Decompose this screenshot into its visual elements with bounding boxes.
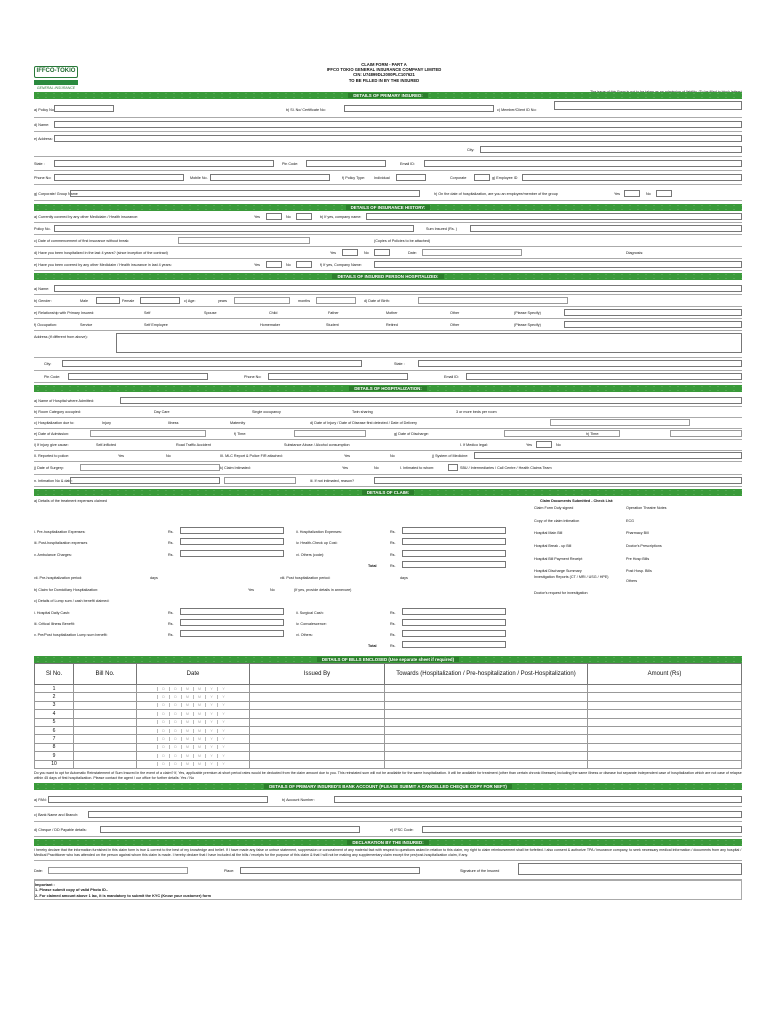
sum-insured-input[interactable] bbox=[470, 225, 742, 232]
amount-cell[interactable] bbox=[588, 710, 742, 718]
issued-by-cell[interactable] bbox=[250, 718, 385, 726]
bill-date-cell[interactable] bbox=[137, 701, 250, 709]
row-signature: Date: Place: Signature of the Insured bbox=[34, 861, 742, 880]
row-covered-4yrs: e) Have you been covered by any other Mediclaim / Health insurance in last 4 years: Yes No f) If yes, Company Name: bbox=[34, 259, 742, 271]
date-digit[interactable]: D bbox=[157, 737, 169, 741]
total-amount[interactable] bbox=[402, 561, 506, 568]
bill-no-cell[interactable] bbox=[74, 743, 137, 751]
date-digit[interactable]: D bbox=[169, 745, 181, 749]
date-digit[interactable]: M bbox=[181, 695, 193, 699]
date-digit[interactable]: D bbox=[169, 712, 181, 716]
amount-cell[interactable] bbox=[588, 735, 742, 743]
cov4-company-input[interactable] bbox=[374, 261, 742, 268]
towards-cell[interactable] bbox=[385, 743, 588, 751]
chk-item[interactable]: ECG bbox=[626, 519, 634, 523]
claim-form bbox=[34, 62, 742, 900]
bill-row: 2 D D M M Y Y bbox=[35, 693, 742, 701]
individual-checkbox[interactable] bbox=[396, 174, 426, 181]
bill-no-cell[interactable] bbox=[74, 710, 137, 718]
issued-by-cell[interactable] bbox=[250, 726, 385, 734]
date-digit[interactable]: D bbox=[157, 687, 169, 691]
hospital-name-input[interactable] bbox=[120, 397, 742, 404]
towards-cell[interactable] bbox=[385, 701, 588, 709]
date-digit[interactable]: M bbox=[181, 729, 193, 733]
row-patient-city: City: State : bbox=[34, 358, 742, 371]
row-police: II. Reported to police: Yes No III. MLC Report & Police FIR attached: Yes No j) System of Medicine: bbox=[34, 451, 742, 462]
date-digit[interactable]: D bbox=[157, 703, 169, 707]
discharge-date[interactable] bbox=[504, 430, 620, 437]
cov4-no-checkbox[interactable] bbox=[296, 261, 312, 268]
towards-cell[interactable] bbox=[385, 685, 588, 693]
bill-row: 3 D D M M Y Y bbox=[35, 701, 742, 709]
patient-pin-input[interactable] bbox=[68, 373, 208, 380]
patient-email-input[interactable] bbox=[466, 373, 742, 380]
bill-no-cell[interactable] bbox=[74, 701, 137, 709]
bill-date-cell[interactable] bbox=[137, 710, 250, 718]
dob-input[interactable] bbox=[418, 297, 568, 304]
towards-cell[interactable] bbox=[385, 726, 588, 734]
row-hospitalized-4yrs: d) Have you been hospitalized in the last 4 years? (since inception of the contract) Yes No Date: Diagnosis: bbox=[34, 247, 742, 259]
chk-item[interactable]: Pre Hosp Bills bbox=[626, 557, 650, 561]
date-digit[interactable]: D bbox=[169, 762, 181, 766]
bank-name-input[interactable] bbox=[88, 811, 742, 818]
date-digit[interactable]: M bbox=[193, 712, 205, 716]
date-digit[interactable]: D bbox=[169, 737, 181, 741]
amount-cell[interactable] bbox=[588, 693, 742, 701]
patient-phone-input[interactable] bbox=[268, 373, 408, 380]
bill-row: 7 D D M M Y Y bbox=[35, 735, 742, 743]
mobile-input[interactable] bbox=[210, 174, 330, 181]
detection-date[interactable] bbox=[550, 419, 690, 426]
date-digit[interactable]: M bbox=[181, 754, 193, 758]
date-digit[interactable]: D bbox=[157, 720, 169, 724]
critical-illness-amount[interactable] bbox=[180, 619, 284, 626]
row-patient-name: a) Name: bbox=[34, 280, 742, 295]
convalescence-amount[interactable] bbox=[402, 619, 506, 626]
section-insured-person: DETAILS OF INSURED PERSON HOSPITALIZED: bbox=[34, 273, 742, 280]
towards-cell[interactable] bbox=[385, 760, 588, 768]
chk-item[interactable]: Hospital Bill Payment Receipt bbox=[534, 557, 583, 561]
pan-input[interactable] bbox=[48, 796, 268, 803]
system-medicine-input[interactable] bbox=[474, 452, 742, 459]
female-checkbox[interactable] bbox=[140, 297, 180, 304]
row-admission: e) Date of Admission: f) Time: g) Date of Discharge: h) Time: bbox=[34, 429, 742, 440]
row-room: b) Room Category occupied: Day Care Single occupancy Twin sharing 3 or more beds per room bbox=[34, 407, 742, 418]
place-input[interactable] bbox=[240, 867, 420, 874]
group-name-input[interactable] bbox=[70, 190, 420, 197]
patient-city-input[interactable] bbox=[62, 360, 362, 367]
section-insurance-history: DETAILS OF INSURANCE HISTORY: bbox=[34, 204, 742, 211]
bill-no-cell[interactable] bbox=[74, 685, 137, 693]
issued-by-cell[interactable] bbox=[250, 743, 385, 751]
row-pan: a) PAN: b) Account Number: bbox=[34, 790, 742, 807]
amount-cell[interactable] bbox=[588, 718, 742, 726]
date-digit[interactable]: Y bbox=[217, 687, 229, 691]
row-bank: c) Bank Name and Branch: bbox=[34, 807, 742, 822]
others-amount[interactable] bbox=[402, 550, 506, 557]
row-gender: b) Gender: Male Female c) Age: years months d) Date of Birth: bbox=[34, 295, 742, 307]
bill-no-cell[interactable] bbox=[74, 735, 137, 743]
date-digit[interactable]: M bbox=[181, 737, 193, 741]
issued-by-cell[interactable] bbox=[250, 752, 385, 760]
patient-state-input[interactable] bbox=[418, 360, 742, 367]
row-intimation: n. Intimation No & date: iii. If not intimated, reason? bbox=[34, 475, 742, 487]
date-digit[interactable]: Y bbox=[205, 737, 217, 741]
hosp-amount[interactable] bbox=[402, 527, 506, 534]
date-digit[interactable]: M bbox=[193, 687, 205, 691]
male-checkbox[interactable] bbox=[96, 297, 120, 304]
bill-row: 9 D D M M Y Y bbox=[35, 752, 742, 760]
date-digit[interactable]: Y bbox=[217, 745, 229, 749]
date-digit[interactable]: Y bbox=[217, 703, 229, 707]
bill-row: 6 D D M M Y Y bbox=[35, 726, 742, 734]
intimated-to-checkbox[interactable] bbox=[448, 464, 458, 471]
row-relationship: e) Relationship with Primary Insured: Self Spouse Child Father Mother Other (Please Specify) bbox=[34, 307, 742, 319]
cheque-input[interactable] bbox=[100, 826, 360, 833]
row-occupation: f) Occupation: Service Self Employee Homemaker Student Retired Other (Please Specify) bbox=[34, 319, 742, 331]
name-input[interactable] bbox=[54, 121, 742, 128]
health-check-amount[interactable] bbox=[402, 538, 506, 545]
row-address: e) Address: City: bbox=[34, 132, 742, 157]
date-digit[interactable]: Y bbox=[217, 712, 229, 716]
date-digit[interactable]: M bbox=[193, 745, 205, 749]
date-digit[interactable]: Y bbox=[217, 720, 229, 724]
row-injury-cause: i) If injury give cause: Self-inflicted Road Traffic Accident Substance Abuse / Alcohol consumption I. If Medico legal: Yes No bbox=[34, 440, 742, 451]
date-digit[interactable]: D bbox=[157, 729, 169, 733]
chk-item[interactable]: Post Hosp. Bills bbox=[626, 569, 652, 573]
chk-item[interactable]: Doctor's request for investigation bbox=[534, 591, 588, 595]
bill-date-cell[interactable] bbox=[137, 685, 250, 693]
row-due-to: c) Hospitalization due to: Injury Illness Maternity d) Date of Injury / Date of Disease first detected / Date of Delivery bbox=[34, 418, 742, 429]
date-digit[interactable]: Y bbox=[217, 762, 229, 766]
row-surgery: j) Date of Surgery: k) Claim Intimated: Yes No I. Intimated to whom: SBU / Intermediaries / Call Centre / Health Claims Team bbox=[34, 462, 742, 475]
bill-no-cell[interactable] bbox=[74, 726, 137, 734]
date-digit[interactable]: D bbox=[169, 703, 181, 707]
post-hosp-amount[interactable] bbox=[180, 538, 284, 545]
section-declaration: DECLARATION BY THE INSURED: bbox=[34, 839, 742, 846]
date-digit[interactable]: M bbox=[181, 762, 193, 766]
date-digit[interactable]: Y bbox=[217, 695, 229, 699]
lump-sum-amount[interactable] bbox=[180, 630, 284, 637]
row-phone: Phone No: Mobile No. f) Policy Type: Individual Corporate g) Employee ID bbox=[34, 171, 742, 185]
hosp4-date[interactable] bbox=[422, 249, 522, 256]
amount-cell[interactable] bbox=[588, 752, 742, 760]
bill-no-cell[interactable] bbox=[74, 760, 137, 768]
row-commencement: c) Date of commencement of first insurance without break: (Copies of Policies to be attached) bbox=[34, 235, 742, 247]
phone-input[interactable] bbox=[54, 174, 184, 181]
section-bills: DETAILS OF BILLS ENCLOSED (Use separate sheet if required) bbox=[34, 656, 742, 663]
bill-date-cell[interactable] bbox=[137, 752, 250, 760]
bill-no-cell[interactable] bbox=[74, 693, 137, 701]
row-policy: a) Policy No: b) Sl. No/ Certificate No: c) Member/Client ID No: bbox=[34, 99, 742, 118]
bill-date-cell[interactable] bbox=[137, 718, 250, 726]
amount-cell[interactable] bbox=[588, 701, 742, 709]
row-cheque: d) Cheque / DD Payable details: e) IFSC Code: bbox=[34, 822, 742, 837]
bill-date-cell[interactable] bbox=[137, 760, 250, 768]
benefit-total-amount[interactable] bbox=[402, 641, 506, 648]
bill-no-cell[interactable] bbox=[74, 718, 137, 726]
date-digit[interactable]: D bbox=[157, 754, 169, 758]
amount-cell[interactable] bbox=[588, 743, 742, 751]
date-digit[interactable]: D bbox=[169, 695, 181, 699]
bill-date-cell[interactable] bbox=[137, 743, 250, 751]
section-bank: DETAILS OF PRIMARY INSURED'S BANK ACCOUNT (PLEASE SUBMIT A CANCELLED CHEQUE COPY FOR NEFT) bbox=[34, 783, 742, 790]
date-digit[interactable]: Y bbox=[205, 703, 217, 707]
issued-by-cell[interactable] bbox=[250, 693, 385, 701]
bill-date-cell[interactable] bbox=[137, 693, 250, 701]
important-notes: Important : 1- Please submit copy of valid Photo ID.. 2- For claimed amount above 1 lac, it is mandatory to submit the KYC (Know your customer) form bbox=[34, 880, 742, 901]
claim-details: a) Details of the treatment expenses claimed Claim Documents Submitted - Check List: i. Pre-hospitalization Expenses: Rs. ii. Hospitalization Expenses: Rs. iii. Post-hospitalization expenses Rs. iv. Health-Check up Cost: Rs. v. Ambulance Charges: Rs. vi. Others (code): Rs. Total Rs. vii. Pre-hospitalization period: days viii. Post hospitalization period: days b) Claim for Domiciliary Hospitalization: Yes No (If yes, provide details in annexure) c) Details of Lump sum / cash benefit claimed: i. Hospital Daily Cash: Rs. ii. Surgical Cash: Rs. iii. Critical Illness Benefit: Rs. iv. Convalescence: Rs. v. Pre/Post hospitalization Lump sum benefit: Rs. vi. Others: Rs. Total Rs. Claim Form Duly signed Operation Theatre Notes Copy of the claim intimation ECG Hospital Main Bill Pharmacy Bill Hospital Break - up Bill Doctor's Prescriptions Hospital Bill Payment Receipt Pre Hosp Bills Hospital Discharge Summary Post Hosp. Bills Investigation Reports (CT / MRI / USG / HPE) Others Doctor's request for investigation bbox=[34, 499, 667, 648]
age-months[interactable] bbox=[316, 297, 356, 304]
bill-row: 1 D D M M Y Y bbox=[35, 685, 742, 693]
bill-row: 4 D D M M Y Y bbox=[35, 710, 742, 718]
section-claim: DETAILS OF CLAIM: bbox=[34, 489, 742, 496]
date-digit[interactable]: M bbox=[181, 703, 193, 707]
other-benefit-amount[interactable] bbox=[402, 630, 506, 637]
policy-input[interactable] bbox=[54, 105, 114, 112]
issued-by-cell[interactable] bbox=[250, 760, 385, 768]
chk-item[interactable]: Copy of the claim intimation bbox=[534, 519, 580, 523]
discharge-time[interactable] bbox=[670, 430, 742, 437]
chk-item[interactable]: Hospital Main Bill bbox=[534, 531, 563, 535]
section-hospitalization: DETAILS OF HOSPITALIZATION: bbox=[34, 385, 742, 392]
state-input[interactable] bbox=[54, 160, 274, 167]
date-digit[interactable]: D bbox=[169, 754, 181, 758]
bill-row: 8 D D M M Y Y bbox=[35, 743, 742, 751]
not-intimated-reason[interactable] bbox=[374, 477, 742, 484]
date-digit[interactable]: D bbox=[169, 729, 181, 733]
date-digit[interactable]: D bbox=[157, 712, 169, 716]
hosp4-yes-checkbox[interactable] bbox=[342, 249, 358, 256]
company-logo: IFFCO-TOKIO GENERAL INSURANCE bbox=[34, 66, 78, 92]
pre-hosp-amount[interactable] bbox=[180, 527, 284, 534]
medicolegal-yes[interactable] bbox=[536, 441, 552, 448]
age-years[interactable] bbox=[234, 297, 290, 304]
row-currently-covered: a) Currently covered by any other Mediclaim / Health insurance: Yes No b) If yes, company name: bbox=[34, 211, 742, 223]
declaration-text: I hereby declare that the information furnished in this claim form is true & correct to the best of my knowledge and belief. If I have made any false or untrue statement, suppression or concealment of any material fact with respect to questions asked in relation to this claim, my right to claim reimbursement shall be forfeited. I also consent & authorize TPA / insurance company, to seek necessary medical information / documents from any hospital / Medical Practitioner who has attended on the person against whom this claim is made. I hereby declare that I have included all the bills / receipts for the purpose of this claim & that I will not be making any supplementary claim except the pre/post-hospitalization claim, if any. bbox=[34, 846, 742, 861]
issued-by-cell[interactable] bbox=[250, 710, 385, 718]
company-name-input[interactable] bbox=[366, 213, 742, 220]
chk-item[interactable]: Claim Form Duly signed bbox=[534, 506, 574, 510]
row-corporate: g) Corporate/ Group Name h) On the date of hospitalization, are you an employee/member of the group Yes No bbox=[34, 185, 742, 201]
form-titles: CLAIM FORM - PART A IFFCO TOKIO GENERAL INSURANCE COMPANY LIMITED CIN: U74899DL2000PLC107621 TO BE FILLED IN BY THE INSURED bbox=[326, 62, 442, 83]
row-hospital-name: a) Name of Hospital where Admitted: bbox=[34, 392, 742, 407]
declaration-date[interactable] bbox=[48, 867, 188, 874]
chk-item[interactable]: Hospital Discharge Summary bbox=[534, 569, 582, 573]
occupation-other-input[interactable] bbox=[564, 321, 742, 328]
intimation-date[interactable] bbox=[224, 477, 296, 484]
bill-row: 10 D D M M Y Y bbox=[35, 760, 742, 768]
row-name: d) Name: bbox=[34, 118, 742, 132]
date-digit[interactable]: D bbox=[157, 762, 169, 766]
date-digit[interactable]: Y bbox=[205, 745, 217, 749]
email-input[interactable] bbox=[424, 160, 742, 167]
chk-item[interactable]: Doctor's Prescriptions bbox=[626, 544, 662, 548]
towards-cell[interactable] bbox=[385, 752, 588, 760]
date-digit[interactable]: M bbox=[193, 720, 205, 724]
surgical-cash-amount[interactable] bbox=[402, 608, 506, 615]
bill-no-cell[interactable] bbox=[74, 752, 137, 760]
date-digit[interactable]: Y bbox=[205, 712, 217, 716]
ifsc-input[interactable] bbox=[422, 826, 742, 833]
bills-table: Sl No. Bill No. Date Issued By Towards (Hospitalization / Pre-hospitalization / Post-Hospitalization) Amount (Rs) 1 D D M M Y Y 2 D D M M Y Y 3 D D M M Y Y 4 D D M M Y Y 5 D D M M Y Y 6 D D M M Y Y 7 D D M M Y Y 8 D D M M Y Y 9 D D M M Y Y 10 D D M M Y Y bbox=[34, 663, 742, 769]
chk-item[interactable]: Others bbox=[626, 579, 638, 583]
chk-item[interactable]: Hospital Break - up Bill bbox=[534, 544, 572, 548]
patient-address-input[interactable] bbox=[116, 333, 742, 353]
date-digit[interactable]: Y bbox=[217, 729, 229, 733]
bill-date-cell[interactable] bbox=[137, 735, 250, 743]
date-digit[interactable]: M bbox=[181, 720, 193, 724]
signature-box[interactable] bbox=[518, 863, 742, 875]
towards-cell[interactable] bbox=[385, 710, 588, 718]
surgery-date[interactable] bbox=[80, 464, 220, 471]
towards-cell[interactable] bbox=[385, 693, 588, 701]
pin-input[interactable] bbox=[306, 160, 386, 167]
towards-cell[interactable] bbox=[385, 735, 588, 743]
covered-yes-checkbox[interactable] bbox=[266, 213, 282, 220]
section-primary-insured: DETAILS OF PRIMARY INSURED: bbox=[34, 92, 742, 99]
date-digit[interactable]: D bbox=[157, 745, 169, 749]
date-digit[interactable]: Y bbox=[205, 720, 217, 724]
date-digit[interactable]: D bbox=[169, 720, 181, 724]
daily-cash-amount[interactable] bbox=[180, 608, 284, 615]
employee-id-input[interactable] bbox=[522, 174, 742, 181]
row-patient-address: Address (if different from above): bbox=[34, 331, 742, 358]
row-state: State : Pin Code: Email ID: bbox=[34, 157, 742, 171]
towards-cell[interactable] bbox=[385, 718, 588, 726]
relationship-other-input[interactable] bbox=[564, 309, 742, 316]
date-digit[interactable]: M bbox=[193, 703, 205, 707]
date-digit[interactable]: Y bbox=[205, 762, 217, 766]
bill-date-cell[interactable] bbox=[137, 726, 250, 734]
corporate-checkbox[interactable] bbox=[474, 174, 490, 181]
group-no-checkbox[interactable] bbox=[656, 190, 672, 197]
intimation-no-input[interactable] bbox=[70, 477, 220, 484]
date-digit[interactable]: M bbox=[193, 737, 205, 741]
date-digit[interactable]: M bbox=[193, 729, 205, 733]
covered-no-checkbox[interactable] bbox=[296, 213, 312, 220]
date-digit[interactable]: M bbox=[193, 762, 205, 766]
address-input[interactable] bbox=[54, 135, 742, 142]
ambulance-amount[interactable] bbox=[180, 550, 284, 557]
date-digit[interactable]: M bbox=[181, 687, 193, 691]
patient-name-input[interactable] bbox=[54, 285, 742, 292]
amount-cell[interactable] bbox=[588, 685, 742, 693]
date-digit[interactable]: D bbox=[169, 687, 181, 691]
date-digit[interactable]: M bbox=[181, 712, 193, 716]
cov4-yes-checkbox[interactable] bbox=[266, 261, 282, 268]
row-history-policy: Policy No. Sum Insured (Rs. ) bbox=[34, 223, 742, 235]
certificate-input[interactable] bbox=[344, 105, 494, 112]
form-header bbox=[34, 62, 742, 92]
chk-item[interactable]: Pharmacy Bill bbox=[626, 531, 649, 535]
date-digit[interactable]: D bbox=[157, 695, 169, 699]
chk-item[interactable]: Investigation Reports (CT / MRI / USG / HPE) bbox=[534, 575, 609, 579]
admission-date[interactable] bbox=[90, 430, 206, 437]
issued-by-cell[interactable] bbox=[250, 701, 385, 709]
date-digit[interactable]: M bbox=[181, 745, 193, 749]
date-digit[interactable]: Y bbox=[217, 737, 229, 741]
date-digit[interactable]: M bbox=[193, 695, 205, 699]
commencement-date[interactable] bbox=[178, 237, 310, 244]
issued-by-cell[interactable] bbox=[250, 685, 385, 693]
amount-cell[interactable] bbox=[588, 726, 742, 734]
hosp4-no-checkbox[interactable] bbox=[374, 249, 390, 256]
admission-time[interactable] bbox=[294, 430, 366, 437]
date-digit[interactable]: M bbox=[193, 754, 205, 758]
history-policy-input[interactable] bbox=[54, 225, 414, 232]
date-digit[interactable]: Y bbox=[205, 729, 217, 733]
amount-cell[interactable] bbox=[588, 760, 742, 768]
account-number-input[interactable] bbox=[334, 796, 742, 803]
reinstatement-note: Do you want to opt for Automatic Reinstatement of Sum Insured in the event of a claim? If, Yes, applicable premium at short period rates would be deducted from the claim amount due to you. This reinstated sum will not be available for the same hospitalization. It will be available for treatment (other than certain chronic illnesses) including the same illness or disease but separate independent case of hospitalization which are not case of relapse within 45 days of first hospitalization. Please contact the agent / our office for further details: Yes / No bbox=[34, 770, 742, 780]
date-digit[interactable]: Y bbox=[217, 754, 229, 758]
city-input[interactable] bbox=[480, 146, 742, 153]
date-digit[interactable]: Y bbox=[205, 695, 217, 699]
group-yes-checkbox[interactable] bbox=[624, 190, 640, 197]
date-digit[interactable]: Y bbox=[205, 687, 217, 691]
row-patient-pin: Pin Code: Phone No: Email ID: bbox=[34, 371, 742, 383]
date-digit[interactable]: Y bbox=[205, 754, 217, 758]
bill-row: 5 D D M M Y Y bbox=[35, 718, 742, 726]
issued-by-cell[interactable] bbox=[250, 735, 385, 743]
chk-item[interactable]: Operation Theatre Notes bbox=[626, 506, 667, 510]
member-id-input[interactable] bbox=[554, 101, 742, 110]
